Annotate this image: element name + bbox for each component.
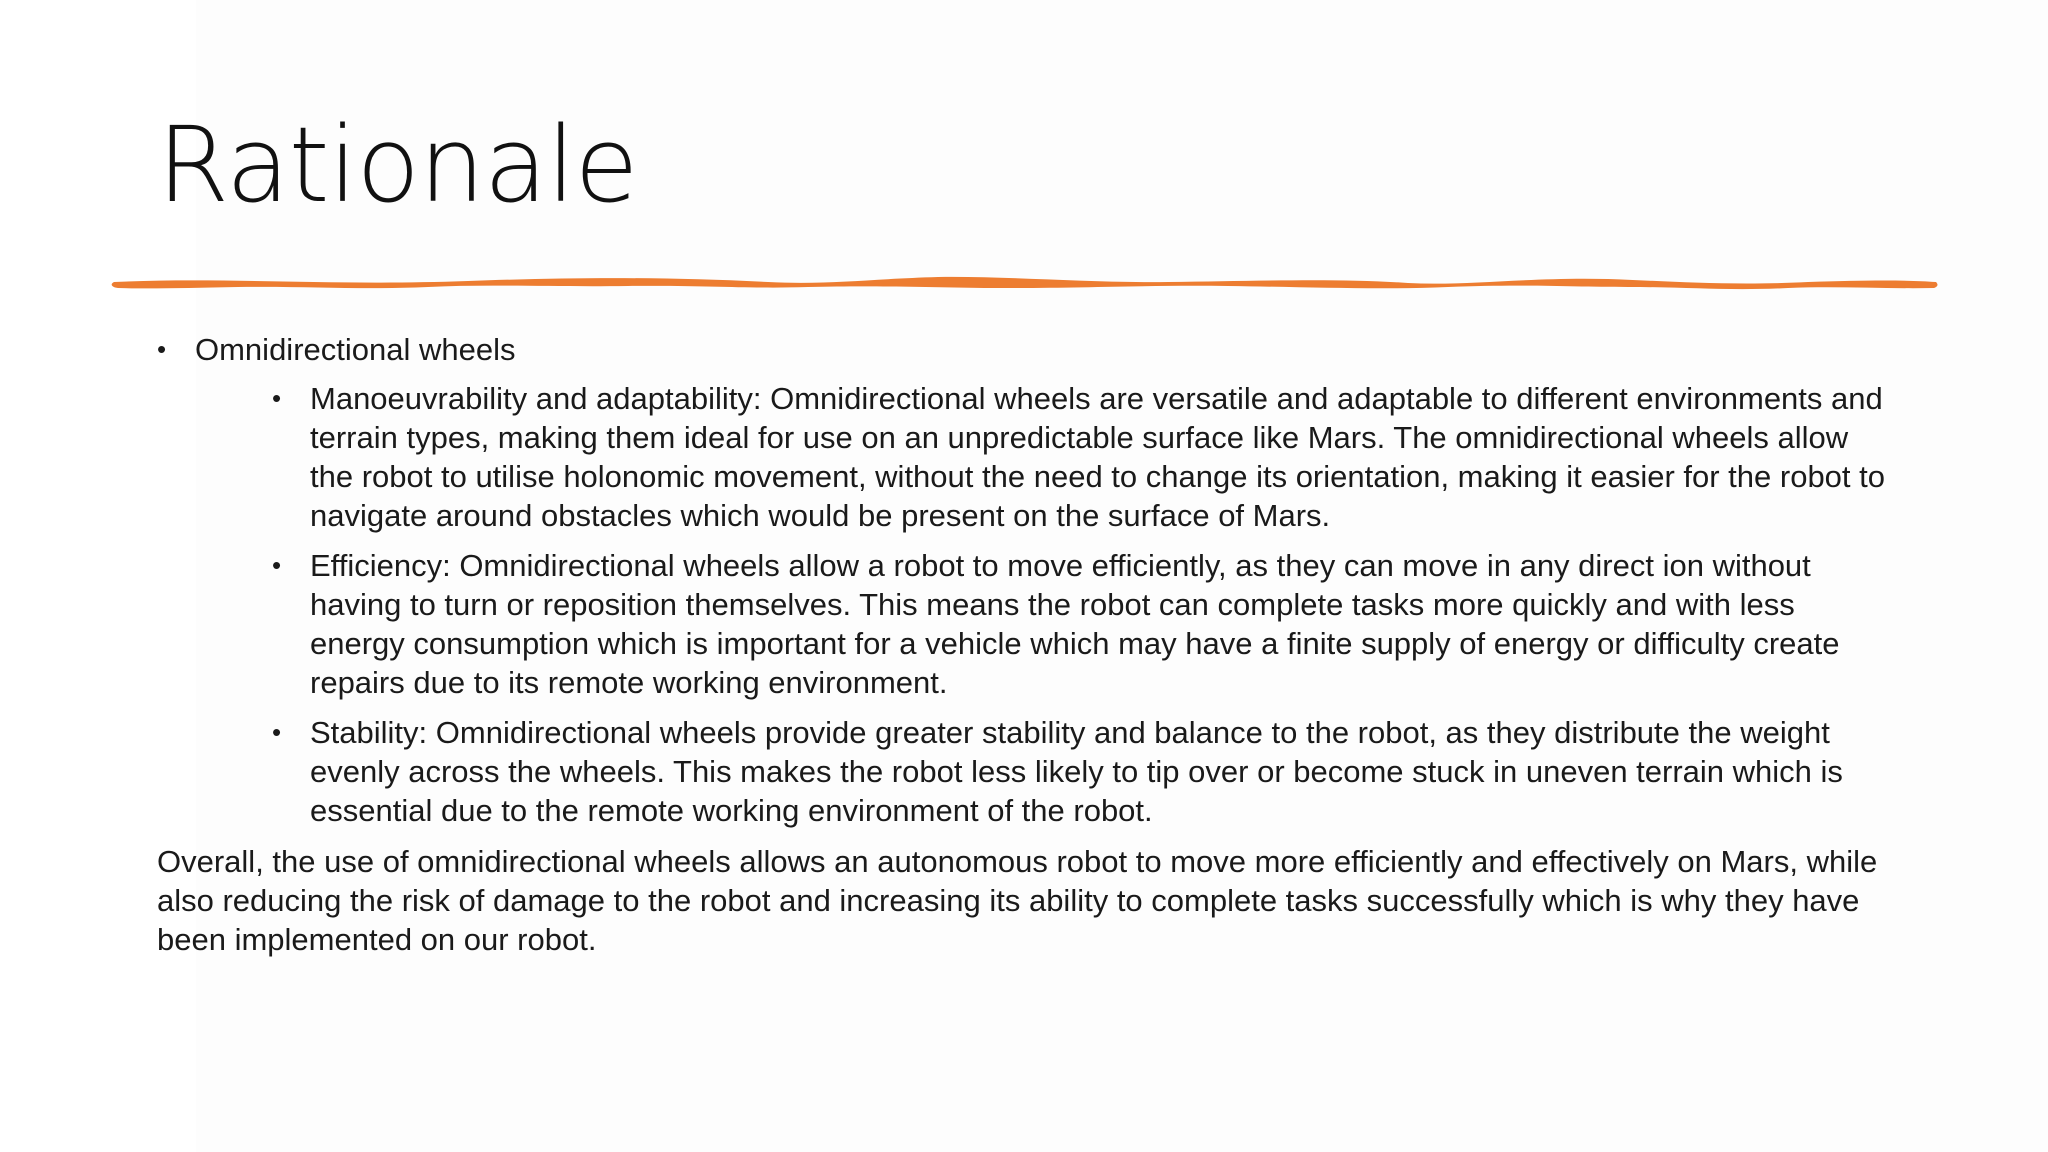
summary-paragraph: Overall, the use of omnidirectional wheels allows an autonomous robot to move more efficiently and effectively on Mars, while also reducing the risk of damage to the robot and increasing its ability to complete tasks successfully which is why they have been implemented on our robot.: [157, 844, 1878, 957]
slide-body: [157, 330, 1897, 990]
sub-bullet-text: Stability: Omnidirectional wheels provide greater stability and balance to the robot, as they distribute the weight evenly across the wheels. This makes the robot less likely to tip over or become stuck in uneven terrain which is essential due to the remote working environment of the robot.: [310, 715, 1843, 828]
sub-bullet-manoeuvrability: [195, 379, 1897, 535]
title-underline-brushstroke: [108, 268, 1942, 298]
bullet-icon: •: [157, 334, 167, 364]
bullet-icon: •: [272, 717, 282, 747]
sub-bullet-text: Efficiency: Omnidirectional wheels allow a robot to move efficiently, as they can move in any direct ion without having to turn or reposition themselves. This means the robot can complete tasks more quickly and with less energy consumption which is important for a vehicle which may have a finite supply of energy or difficulty create repairs due to its remote working environment.: [310, 548, 1840, 700]
sub-bullet-list: [195, 379, 1897, 830]
bullet-list: [157, 330, 1897, 830]
sub-bullet-text: Manoeuvrability and adaptability: Omnidirectional wheels are versatile and adaptable to different environments and terrain types, making them ideal for use on an unpredictable surface like Mars. The omnidirectional wheels allow the robot to utilise holonomic movement, without the need to change its orientation, making it easier for the robot to navigate around obstacles which would be present on the surface of Mars.: [310, 381, 1886, 533]
sub-bullet-efficiency: [195, 546, 1897, 702]
sub-bullet-stability: [195, 713, 1897, 830]
bullet-heading: Omnidirectional wheels: [195, 332, 516, 367]
bullet-icon: •: [272, 383, 282, 413]
slide-title: Rationale: [157, 104, 638, 226]
bullet-icon: •: [272, 550, 282, 580]
brushstroke-shape: [112, 277, 1938, 289]
list-item-omnidirectional-wheels: [157, 330, 1897, 830]
